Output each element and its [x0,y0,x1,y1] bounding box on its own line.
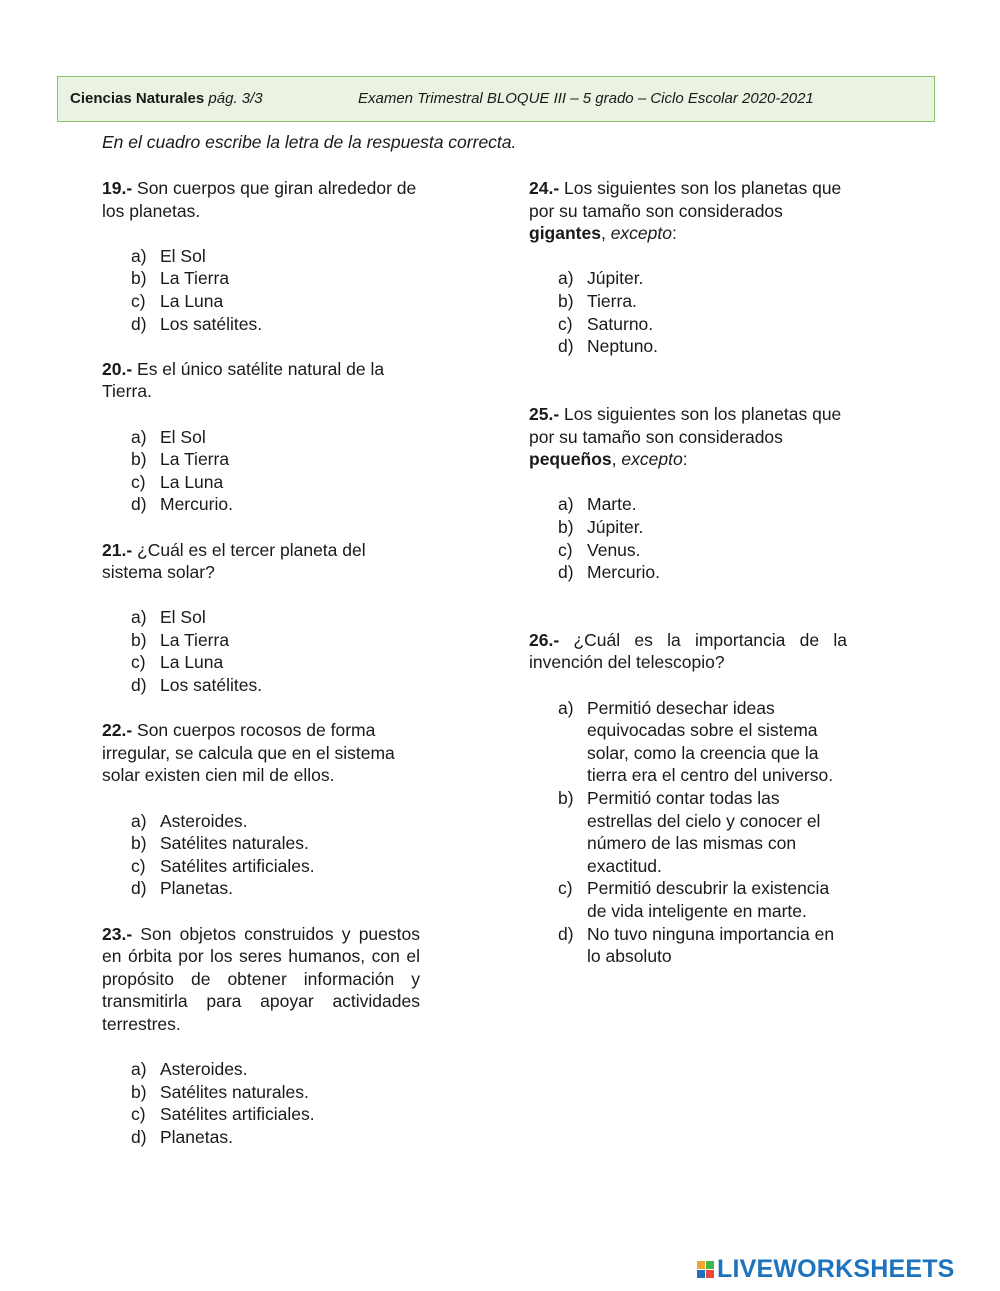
exam-title: Examen Trimestral BLOQUE III – 5 grado – Ciclo Escolar 2020-2021 [358,90,814,107]
option-text: Asteroides. [160,810,248,831]
liveworksheets-logo [697,1254,955,1284]
emphasis: excepto [621,449,683,470]
question-stem: Los siguientes son los planetas que por su tamaño son considerados [529,178,842,221]
question-20 [102,358,420,516]
option-text: Satélites naturales. [160,1081,309,1102]
option-text: El Sol [160,426,206,447]
option-letter: a) [131,1059,147,1080]
question-text [529,403,847,471]
subject-title: Ciencias Naturales [70,90,205,107]
option-text: Neptuno. [587,336,659,357]
option-text: Satélites artificiales. [160,855,315,876]
option-letter: b) [131,449,147,470]
option [102,1081,420,1104]
option [529,313,847,336]
option [102,1103,420,1126]
option [102,290,420,313]
option-text: Satélites naturales. [160,833,309,854]
question-stem: Son objetos construidos y puestos en órbita por los seres humanos, con el propósito de obtener información y transmitirla para apoyar actividades terrestres. [102,923,420,1034]
option [529,787,847,877]
option-letter: d) [558,923,574,944]
option-text: La Tierra [160,449,230,470]
emphasis: excepto [610,223,672,244]
option-text: No tuvo ninguna importancia en lo absoluto [587,923,835,967]
option-letter: c) [131,652,146,673]
option-text: Los satélites. [160,675,263,696]
option [102,810,420,833]
right-column [529,177,847,968]
left-column [102,177,420,1149]
option-text: Permitió contar todas las estrellas del cielo y conocer el número de las mismas con exactitud. [587,788,821,876]
keyword: gigantes [529,223,601,244]
option-list [102,426,420,516]
option-letter: d) [131,313,147,334]
option-list [529,493,847,583]
option-letter: c) [131,855,146,876]
question-number: 20.- [102,358,133,379]
option-letter: c) [558,539,573,560]
option-text: Permitió descubrir la existencia de vida inteligente en marte. [587,878,830,921]
option [102,426,420,449]
option-text: Planetas. [160,878,233,899]
punctuation: : [672,223,677,244]
option [529,923,847,968]
option-letter: b) [558,788,574,809]
option-list [102,245,420,335]
question-24 [529,177,847,358]
header-subject [70,90,263,107]
option-letter: c) [131,1104,146,1125]
question-number: 26.- [529,629,560,650]
option-list [102,810,420,900]
option [529,877,847,922]
option-letter: c) [558,313,573,334]
question-number: 25.- [529,403,560,424]
option-text: Tierra. [587,290,637,311]
option-letter: c) [131,290,146,311]
option [102,267,420,290]
brand-name: LIVEWORKSHEETS [717,1254,955,1283]
option-letter: d) [558,336,574,357]
option-letter: a) [131,607,147,628]
option-letter: b) [131,1081,147,1102]
option-letter: d) [131,878,147,899]
question-stem: Son cuerpos rocosos de forma irregular, se calcula que en el sistema solar existen cien mil de ellos. [102,720,395,786]
option-text: Mercurio. [587,562,660,583]
option-text: La Tierra [160,268,230,289]
option-text: Saturno. [587,313,654,334]
option [102,313,420,336]
option-list [529,267,847,357]
option-letter: a) [131,426,147,447]
question-21 [102,539,420,697]
question-number: 22.- [102,720,133,741]
option-letter: b) [558,290,574,311]
option-text: La Luna [160,652,224,673]
option [102,651,420,674]
option-letter: a) [558,697,574,718]
question-text [102,539,420,584]
option [102,245,420,268]
question-stem: Es el único satélite natural de la Tierra. [102,358,385,402]
option-letter: d) [558,562,574,583]
option-text: La Luna [160,290,224,311]
question-number: 24.- [529,178,560,198]
option [102,832,420,855]
option-letter: a) [131,245,147,266]
question-text [102,719,420,787]
option-letter: b) [131,629,147,650]
option-text: La Luna [160,471,224,492]
option-text: Marte. [587,494,637,515]
option-letter: d) [131,494,147,515]
option-text: Mercurio. [160,494,233,515]
question-19 [102,177,420,335]
option-letter: b) [131,833,147,854]
question-22 [102,719,420,900]
option-letter: d) [131,675,147,696]
question-number: 19.- [102,178,133,198]
option-list [102,1058,420,1148]
question-stem: ¿Cuál es el tercer planeta del sistema solar? [102,539,366,583]
question-number: 21.- [102,539,133,560]
option-text: Planetas. [160,1126,233,1147]
option-letter: b) [131,268,147,289]
option-text: Los satélites. [160,313,263,334]
option-letter: a) [131,810,147,831]
option-letter: d) [131,1126,147,1147]
option [102,674,420,697]
question-26 [529,629,847,968]
option-text: Júpiter. [587,516,644,537]
page-header [57,76,935,122]
question-number: 23.- [102,923,133,944]
option-list [529,697,847,968]
question-stem: Los siguientes son los planetas que por su tamaño son considerados [529,403,842,447]
option-letter: b) [558,516,574,537]
question-text [102,177,420,222]
option [102,1126,420,1149]
option [529,561,847,584]
option [102,629,420,652]
question-text [529,629,847,674]
question-text [529,177,847,245]
page-number: pág. 3/3 [208,90,263,107]
option [529,697,847,787]
keyword: pequeños [529,449,612,470]
option [102,448,420,471]
option-letter: a) [558,268,574,289]
option [529,335,847,358]
option [102,471,420,494]
option-letter: a) [558,494,574,515]
option-text: Asteroides. [160,1059,248,1080]
question-23 [102,923,420,1149]
option [529,493,847,516]
option [529,539,847,562]
option-letter: c) [558,878,573,899]
option [102,1058,420,1081]
option-text: Satélites artificiales. [160,1104,315,1125]
option-text: Permitió desechar ideas equivocadas sobre el sistema solar, como la creencia que la tierra era el centro del universo. [587,697,834,786]
question-stem: Son cuerpos que giran alrededor de los planetas. [102,178,417,221]
logo-cubes-icon [697,1261,714,1278]
question-25 [529,403,847,584]
question-text [102,923,420,1036]
question-stem: ¿Cuál es la importancia de la invención del telescopio? [529,629,847,673]
question-text [102,358,420,403]
option [529,267,847,290]
option [102,606,420,629]
instruction: En el cuadro escribe la letra de la respuesta correcta. [102,132,517,152]
option-letter: c) [131,471,146,492]
option [102,877,420,900]
option-text: La Tierra [160,629,230,650]
separator: , [611,449,622,470]
option [529,290,847,313]
punctuation: : [682,449,688,470]
option-text: El Sol [160,607,206,628]
option [102,855,420,878]
option-text: Júpiter. [587,268,644,289]
option-text: Venus. [587,539,641,560]
option-text: El Sol [160,245,206,266]
option [102,493,420,516]
option-list [102,606,420,696]
separator: , [600,223,611,244]
option [529,516,847,539]
